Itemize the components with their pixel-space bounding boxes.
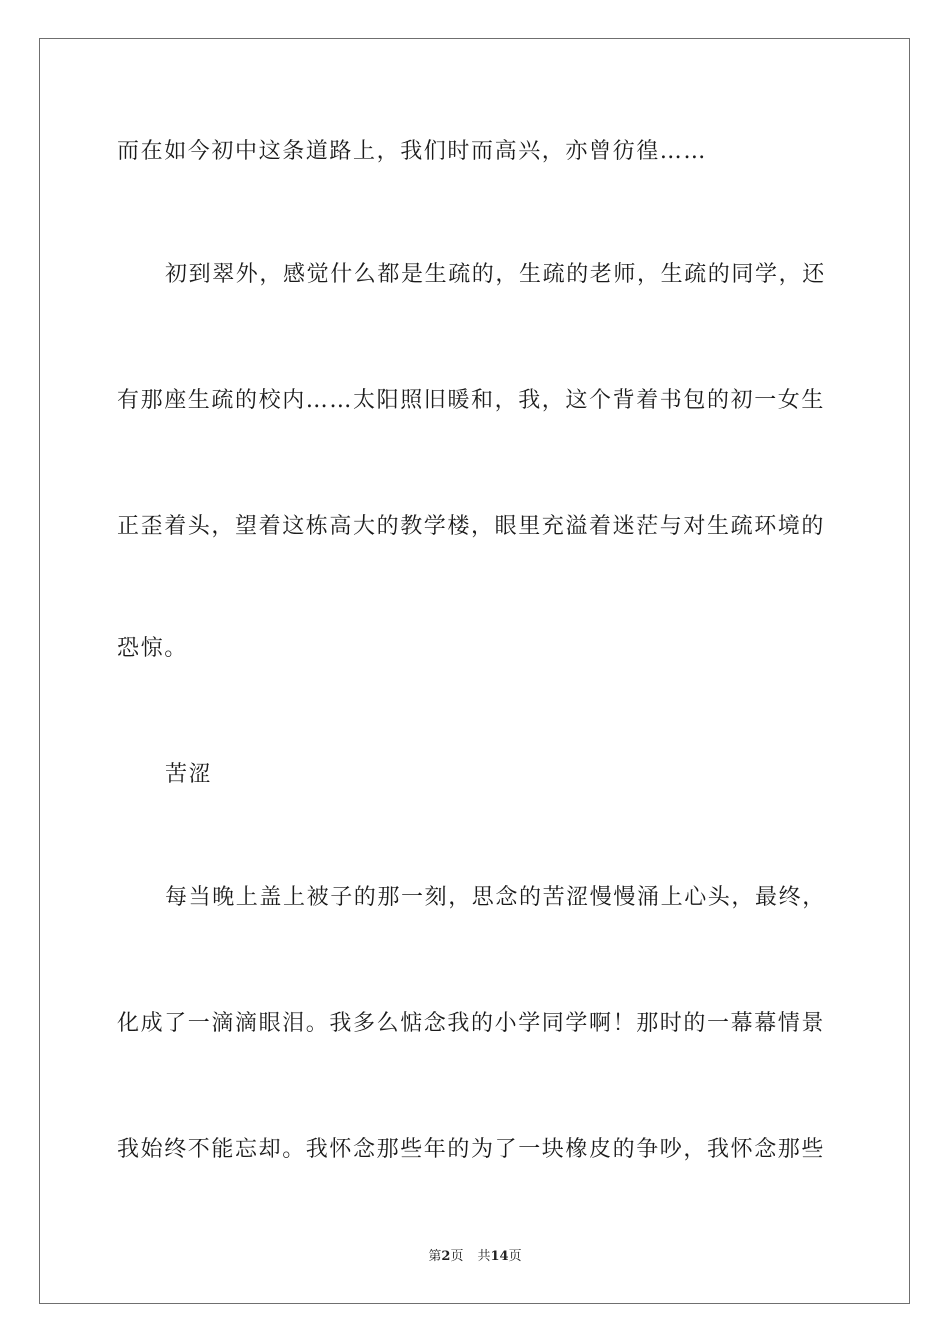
text-line: 有那座生疏的校内……太阳照旧暖和，我，这个背着书包的初一女生 [117, 388, 826, 413]
total-pages: 14 [490, 1249, 509, 1264]
total-label-prefix: 共 [477, 1249, 491, 1264]
text-line: 恐惊。 [117, 636, 188, 661]
text-line: 初到翠外，感觉什么都是生疏的，生疏的老师，生疏的同学，还 [165, 262, 826, 287]
text-line: 每当晚上盖上被子的那一刻，思念的苦涩慢慢涌上心头，最终， [165, 885, 826, 910]
text-line: 而在如今初中这条道路上，我们时而高兴，亦曾彷徨…… [117, 139, 708, 164]
section-heading: 苦涩 [165, 762, 213, 787]
page-label-prefix: 第 [428, 1249, 442, 1264]
total-label-suffix: 页 [508, 1249, 522, 1264]
page-label-suffix: 页 [450, 1249, 464, 1264]
page-border [39, 38, 910, 1304]
page-footer [0, 1248, 950, 1266]
page-number: 2 [441, 1249, 451, 1264]
text-line: 化成了一滴滴眼泪。我多么惦念我的小学同学啊！那时的一幕幕情景 [117, 1011, 826, 1036]
text-line: 正歪着头，望着这栋高大的教学楼，眼里充溢着迷茫与对生疏环境的 [117, 514, 826, 539]
text-line: 我始终不能忘却。我怀念那些年的为了一块橡皮的争吵，我怀念那些 [117, 1137, 826, 1162]
